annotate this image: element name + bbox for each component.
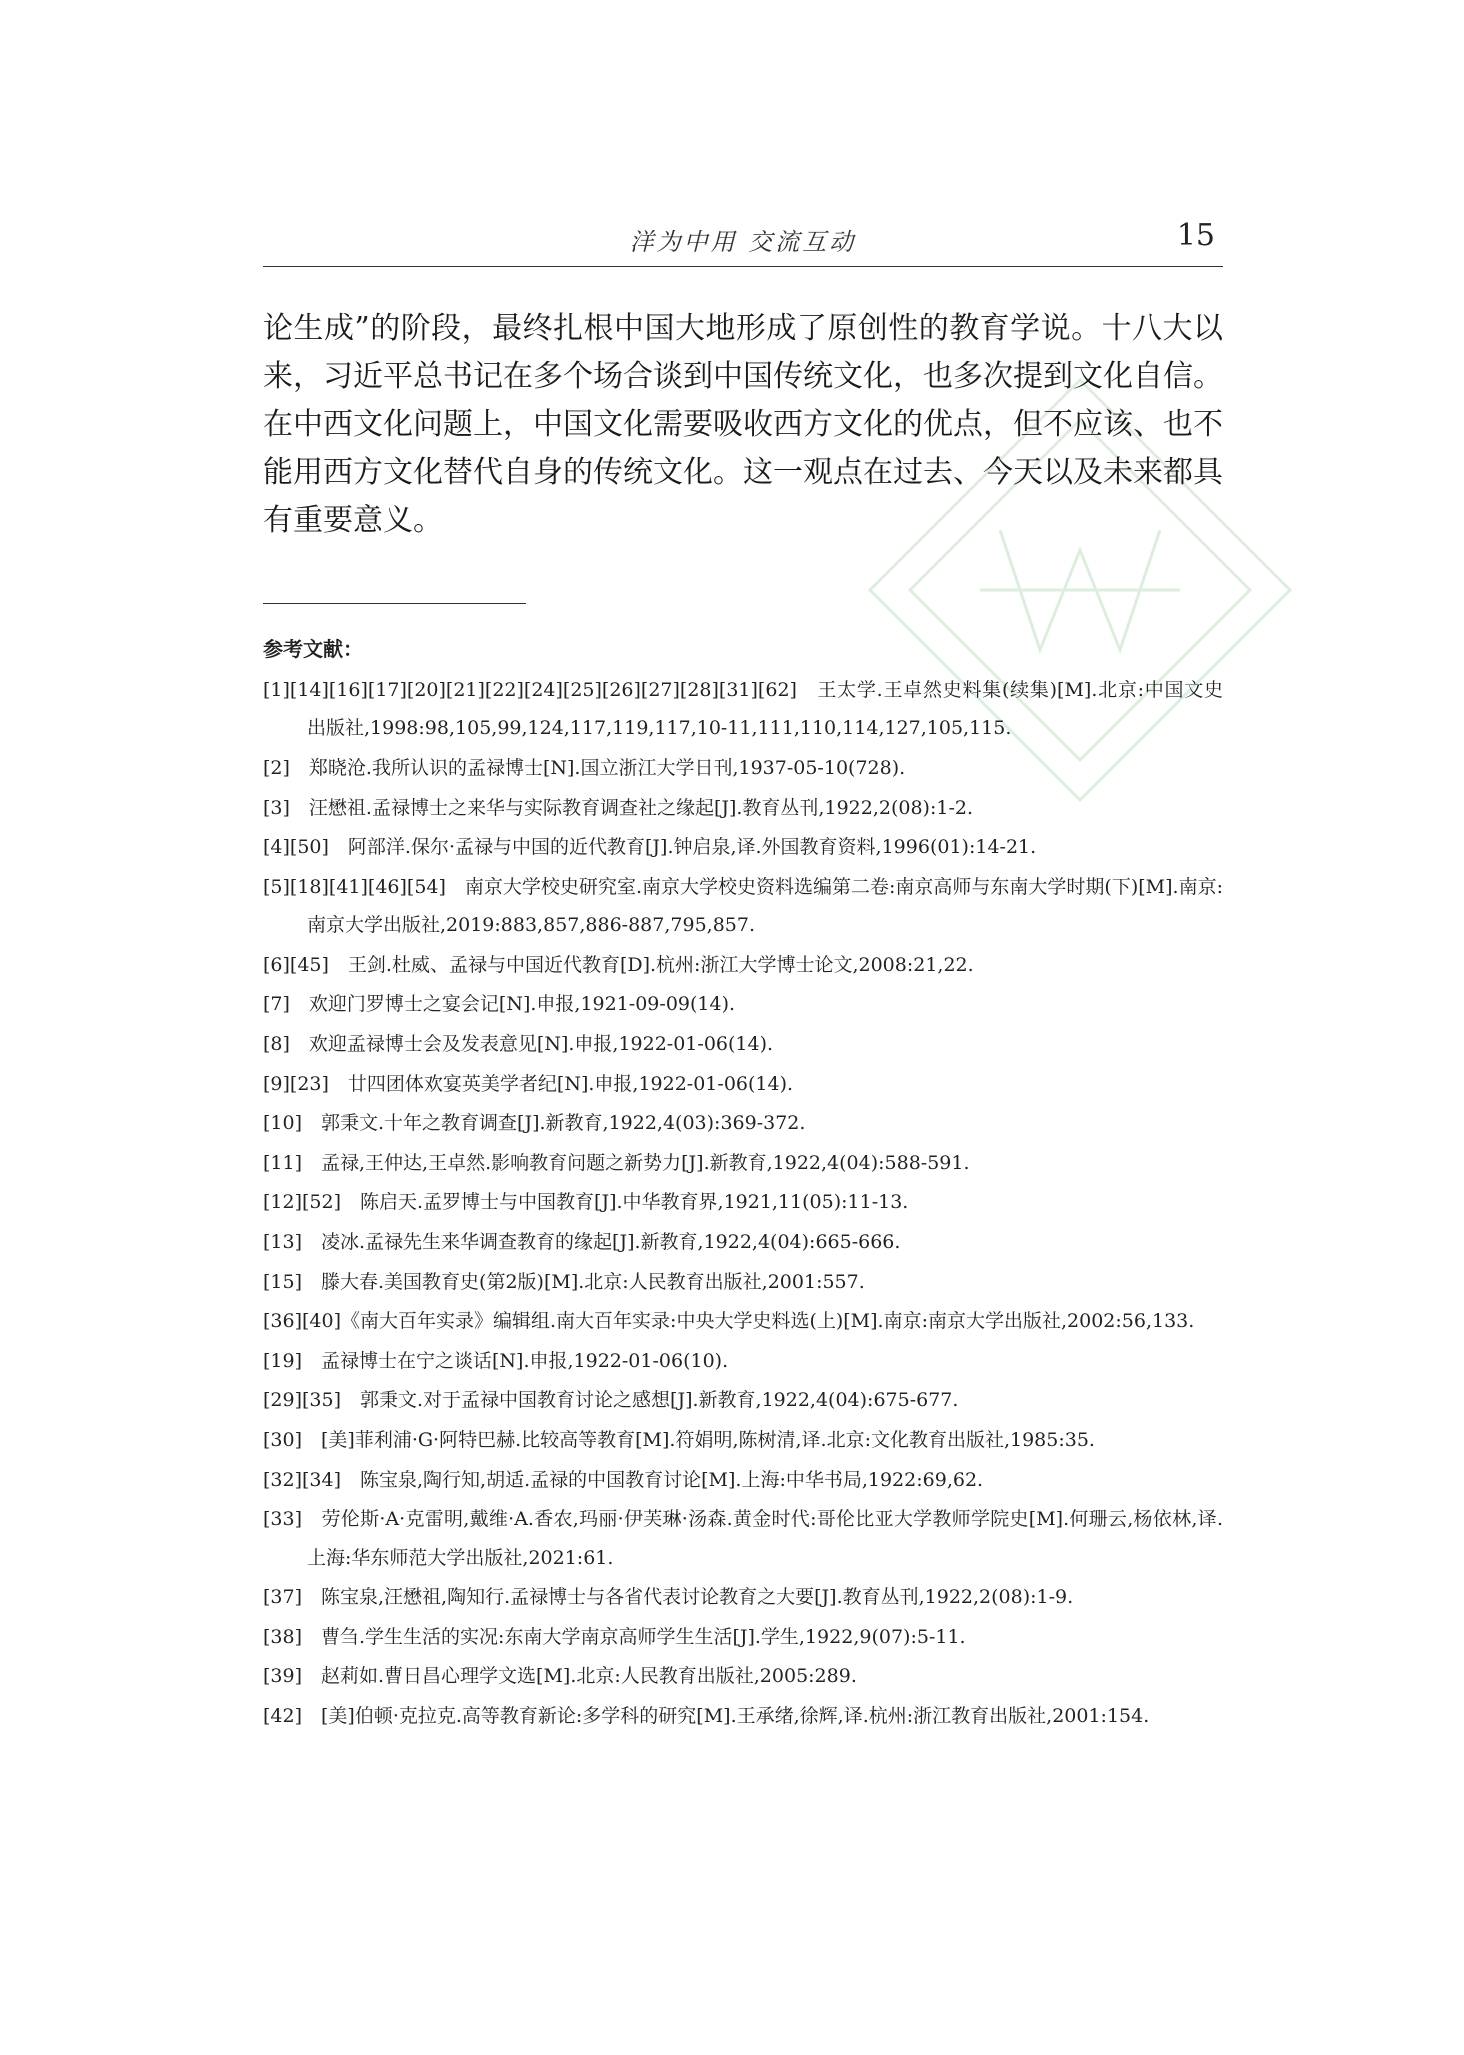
reference-item: [8] 欢迎孟禄博士会及发表意见[N].申报,1922-01-06(14). <box>263 1032 774 1055</box>
reference-item: [13] 凌冰.孟禄先生来华调查教育的缘起[J].新教育,1922,4(04):665-666. <box>263 1230 901 1253</box>
reference-item: [6][45] 王剑.杜威、孟禄与中国近代教育[D].杭州:浙江大学博士论文,2008:21,22. <box>263 953 974 976</box>
reference-item: [5][18][41][46][54] 南京大学校史研究室.南京大学校史资料选编第二卷:南京高师与东南大学时期(下)[M].南京:南京大学出版社,2019:883,857,886-887,795,857. <box>263 875 1223 937</box>
reference-item: [7] 欢迎门罗博士之宴会记[N].申报,1921-09-09(14). <box>263 993 736 1016</box>
reference-item: [19] 孟禄博士在宁之谈话[N].申报,1922-01-06(10). <box>263 1349 729 1372</box>
reference-item: [15] 滕大春.美国教育史(第2版)[M].北京:人民教育出版社,2001:557. <box>263 1270 865 1293</box>
reference-item: [11] 孟禄,王仲达,王卓然.影响教育问题之新势力[J].新教育,1922,4(04):588-591. <box>263 1151 970 1174</box>
reference-item: [1][14][16][17][20][21][22][24][25][26][27][28][31][62] 王太学.王卓然史料集(续集)[M].北京:中国文史出版社,1998:98,105,99,124,117,119,117,10-11,111,110,114,127,105,115. <box>263 679 1223 740</box>
reference-item: [2] 郑晓沧.我所认识的孟禄博士[N].国立浙江大学日刊,1937-05-10(728). <box>263 757 906 779</box>
reference-item: [39] 赵莉如.曹日昌心理学文选[M].北京:人民教育出版社,2005:289. <box>263 1665 857 1688</box>
references-list <box>263 671 1223 1736</box>
running-header-title: 洋为中用 交流互动 <box>629 228 857 256</box>
reference-item: [38] 曹刍.学生生活的实况:东南大学南京高师学生生活[J].学生,1922,9(07):5-11. <box>263 1625 966 1648</box>
reference-item: [9][23] 廿四团体欢宴英美学者纪[N].申报,1922-01-06(14). <box>263 1072 794 1095</box>
reference-item: [37] 陈宝泉,汪懋祖,陶知行.孟禄博士与各省代表讨论教育之大要[J].教育丛刊,1922,2(08):1-9. <box>263 1586 1074 1609</box>
references-heading: 参考文献： <box>263 637 363 661</box>
reference-item: [30] [美]菲利浦·G·阿特巴赫.比较高等教育[M].符娟明,陈树清,译.北京:文化教育出版社,1985:35. <box>263 1428 1095 1451</box>
reference-item: [12][52] 陈启天.孟罗博士与中国教育[J].中华教育界,1921,11(05):11-13. <box>263 1191 909 1214</box>
reference-item: [32][34] 陈宝泉,陶行知,胡适.孟禄的中国教育讨论[M].上海:中华书局,1922:69,62. <box>263 1468 984 1491</box>
reference-item: [10] 郭秉文.十年之教育调查[J].新教育,1922,4(03):369-372. <box>263 1112 806 1135</box>
body-paragraph: 论生成”的阶段，最终扎根中国大地形成了原创性的教育学说。十八大以来，习近平总书记在多个场合谈到中国传统文化，也多次提到文化自信。在中西文化问题上，中国文化需要吸收西方文化的优点，但不应该、也不能用西方文化替代自身的传统文化。这一观点在过去、今天以及未来都具有重要意义。 <box>263 311 1223 538</box>
reference-item: [29][35] 郭秉文.对于孟禄中国教育讨论之感想[J].新教育,1922,4(04):675-677. <box>263 1389 959 1412</box>
reference-item: [4][50] 阿部洋.保尔·孟禄与中国的近代教育[J].钟启泉,译.外国教育资料,1996(01):14-21. <box>263 836 1037 859</box>
reference-item: [36][40]《南大百年实录》编辑组.南大百年实录:中央大学史料选(上)[M].南京:南京大学出版社,2002:56,133. <box>263 1310 1195 1333</box>
reference-item: [42] [美]伯顿·克拉克.高等教育新论:多学科的研究[M].王承绪,徐辉,译.杭州:浙江教育出版社,2001:154. <box>263 1704 1150 1727</box>
page-number: 15 <box>1176 218 1215 253</box>
main-paragraph <box>263 305 1223 545</box>
running-header <box>263 218 1223 267</box>
reference-item: [3] 汪懋祖.孟禄博士之来华与实际教育调查社之缘起[J].教育丛刊,1922,2(08):1-2. <box>263 796 973 819</box>
reference-item: [33] 劳伦斯·A·克雷明,戴维·A.香农,玛丽·伊芙琳·汤森.黄金时代:哥伦比亚大学教师学院史[M].何珊云,杨依林,译.上海:华东师范大学出版社,2021:61. <box>263 1508 1223 1569</box>
footnote-divider <box>263 603 526 604</box>
